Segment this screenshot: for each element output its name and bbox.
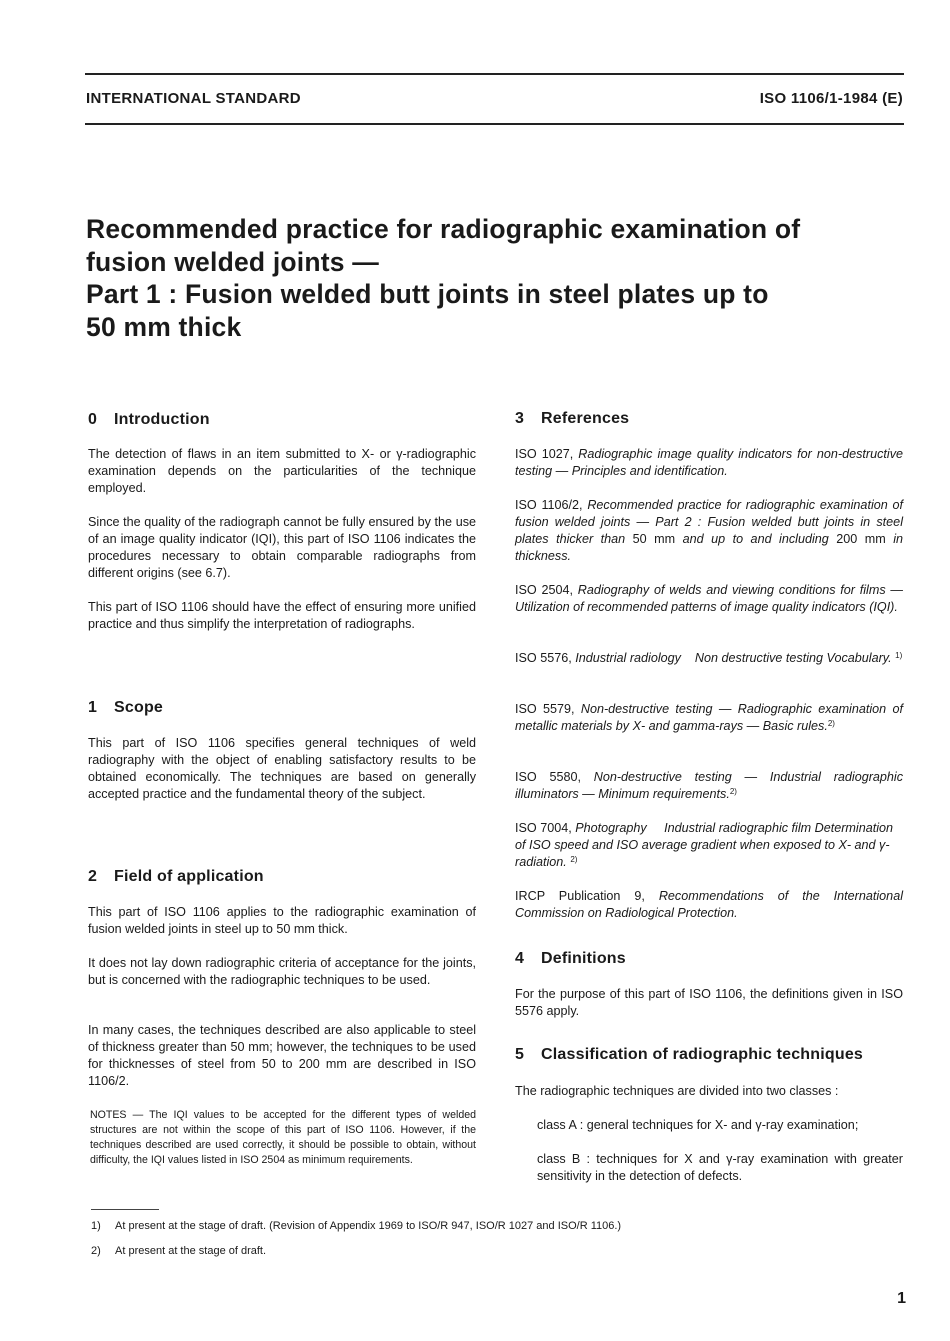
paragraph: In many cases, the techniques described are also applicable to steel of thickness greater than 50 mm; however, the techniques to be used for thicknesses of steel from 50 to 200 mm are described in ISO 1106/2. <box>88 1023 476 1088</box>
section-number: 1 <box>88 699 98 716</box>
section-title: Introduction <box>114 411 210 428</box>
section-number: 3 <box>515 410 525 427</box>
reference-code: ISO 5576, <box>515 651 572 665</box>
footnote-text: At present at the stage of draft. (Revision of Appendix 1969 to ISO/R 947, ISO/R 1027 and ISO/R 1106.) <box>115 1220 622 1232</box>
paragraph: This part of ISO 1106 applies to the radiographic examination of fusion welded joints in steel up to 50 mm thick. <box>88 905 476 936</box>
footnote-number: 1) <box>91 1220 101 1232</box>
section-heading-field-of-application <box>88 868 264 885</box>
section-heading-introduction <box>88 411 210 428</box>
reference-title: and up to and including <box>682 532 829 546</box>
reference-code: IRCP Publication 9, <box>515 889 645 903</box>
reference-title: Radiographic image quality indicators for non-destructive testing — Principles and identification. <box>515 447 903 478</box>
title-line: 50 mm thick <box>86 311 242 342</box>
footnote-text: At present at the stage of draft. <box>115 1245 267 1257</box>
paragraph: This part of ISO 1106 specifies general techniques of weld radiography with the object of enabling satisfactory results to be obtained economically. The techniques are based on generally accepted practice and the fundamental theory of the subject. <box>88 736 476 801</box>
section-heading-definitions <box>515 950 626 967</box>
section-heading-scope <box>88 699 163 716</box>
class-a-item: class A : general techniques for X- and γ-ray examination; <box>537 1118 859 1132</box>
reference-value: 200 mm <box>836 532 886 546</box>
footnote-mark: 2) <box>729 787 737 796</box>
notes: NOTES — The IQI values to be accepted for the different types of welded structures are not within the scope of this part of ISO 1106. However, if the techniques described are used correctly, it should be possible to obtain, without difficulty, the IQI values listed in ISO 2504 as minimum requirements. <box>90 1109 476 1166</box>
left-column <box>88 0 476 1341</box>
reference-code: ISO 5580, <box>515 770 581 784</box>
paragraph: It does not lay down radiographic criteria of acceptance for the joints, but is concerned with the radiographic techniques to be used. <box>88 956 476 987</box>
paragraph: For the purpose of this part of ISO 1106, the definitions given in ISO 5576 apply. <box>515 987 903 1018</box>
class-b-item: class B : techniques for X and γ-ray examination with greater sensitivity in the detection of defects. <box>537 1152 903 1183</box>
reference-item <box>515 582 903 616</box>
paragraph: The radiographic techniques are divided into two classes : <box>515 1084 839 1098</box>
footnote <box>91 1245 266 1257</box>
reference-item <box>515 446 903 480</box>
page-number: 1 <box>897 1290 906 1307</box>
footnote-rule <box>91 1209 159 1210</box>
reference-title: Photography Industrial radiographic film Determination of ISO speed and ISO average gradient when exposed to X- and γ-radiation. <box>515 821 897 869</box>
section-number: 0 <box>88 411 98 428</box>
section-heading-references <box>515 410 629 427</box>
document-number: ISO 1106/1-1984 (E) <box>759 90 903 107</box>
reference-title: Radiography of welds and viewing conditions for films — Utilization of recommended patterns of image quality indicators (IQI). <box>515 583 904 614</box>
reference-title: in thickness. <box>515 532 904 563</box>
section-number: 5 <box>515 1046 525 1063</box>
title-line: Recommended practice for radiographic examination of <box>86 214 801 244</box>
paragraph: The detection of flaws in an item submitted to X- or γ-radiographic examination depends on the particularities of the technique employed. <box>88 447 476 495</box>
section-title: Field of application <box>114 868 264 885</box>
section-title: References <box>541 410 630 427</box>
footnote-mark: 2) <box>570 855 578 864</box>
reference-item <box>515 769 903 803</box>
section-number: 4 <box>515 950 525 967</box>
title-line: Part 1 : Fusion welded butt joints in steel plates up to <box>86 279 769 309</box>
reference-value: 50 mm <box>632 532 676 546</box>
footnote-mark: 2) <box>827 719 835 728</box>
section-title: Scope <box>114 699 164 716</box>
paragraph: Since the quality of the radiograph cannot be fully ensured by the use of an image quality indicator (IQI), this part of ISO 1106 indicates the procedures necessary to obtain comparable radiographs from different origins (see 6.7). <box>88 515 476 580</box>
paragraph: This part of ISO 1106 should have the effect of ensuring more unified practice and thus simplify the interpretation of radiographs. <box>88 600 476 631</box>
reference-title: Industrial radiology Non destructive testing Vocabulary. <box>575 651 892 665</box>
reference-code: ISO 1106/2, <box>515 498 583 512</box>
reference-code: ISO 5579, <box>515 702 575 716</box>
document-type: INTERNATIONAL STANDARD <box>86 90 301 107</box>
reference-code: ISO 1027, <box>515 447 574 461</box>
reference-title: Recommendations of the International Commission on Radiological Protection. <box>515 889 903 920</box>
reference-title: Recommended practice for radiographic examination of fusion welded joints — Part 2 : Fusion welded butt joints in steel plates thicker than <box>515 498 904 546</box>
footnote-mark: 1) <box>895 651 903 660</box>
reference-item <box>515 650 903 667</box>
footnote-number: 2) <box>91 1245 101 1257</box>
section-heading-classification <box>515 1046 863 1063</box>
section-title: Classification of radiographic techniques <box>541 1046 864 1063</box>
reference-item <box>515 497 903 565</box>
reference-code: ISO 7004, <box>515 821 572 835</box>
footnote <box>91 1220 621 1232</box>
section-title: Definitions <box>541 950 626 967</box>
reference-item <box>515 701 903 735</box>
section-number: 2 <box>88 868 98 885</box>
reference-item <box>515 820 903 871</box>
reference-item <box>515 888 903 922</box>
reference-code: ISO 2504, <box>515 583 573 597</box>
reference-title: Non-destructive testing — Industrial radiographic illuminators — Minimum requirements. <box>515 770 904 801</box>
right-column <box>515 0 903 1341</box>
reference-title: Non-destructive testing — Radiographic examination of metallic materials by X- and gamma-rays — Basic rules. <box>515 702 903 733</box>
title-line: fusion welded joints — <box>86 246 379 277</box>
